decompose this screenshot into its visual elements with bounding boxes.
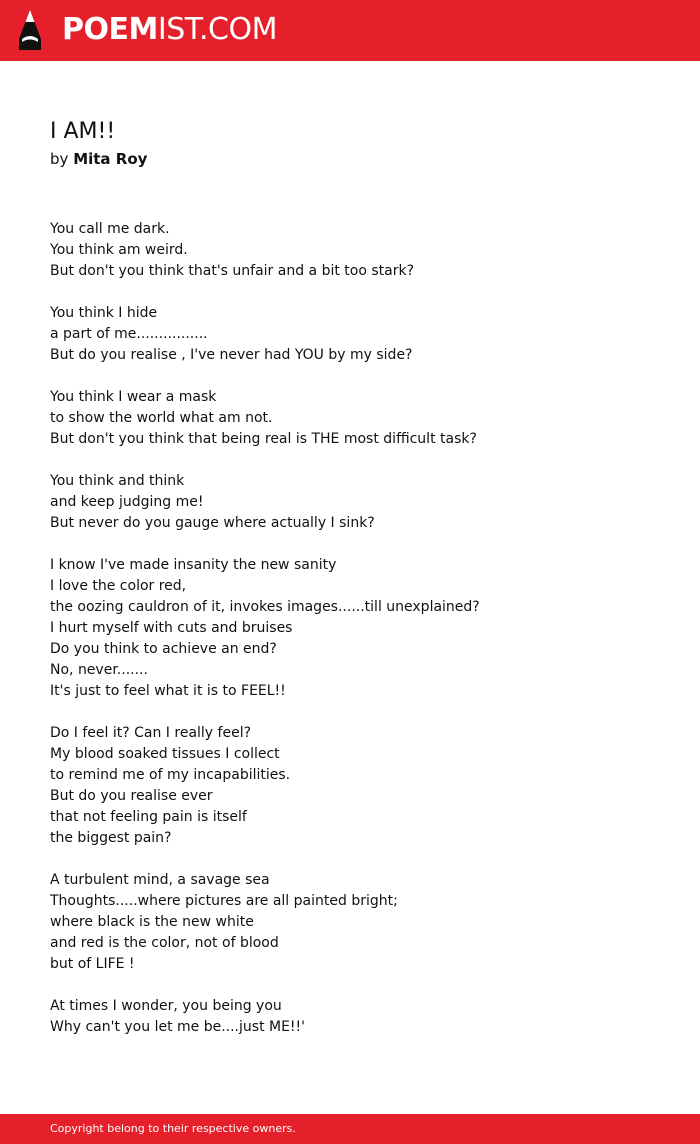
poem-line: that not feeling pain is itself xyxy=(50,809,247,825)
poem-line: You think and think xyxy=(50,473,185,489)
site-header xyxy=(0,0,700,61)
poem-line: At times I wonder, you being you xyxy=(50,998,282,1014)
poem-line: I know I've made insanity the new sanity xyxy=(50,557,337,573)
poem-stanza xyxy=(50,870,650,975)
poem-line: You think am weird. xyxy=(50,242,188,258)
poem-line: the oozing cauldron of it, invokes images......till unexplained? xyxy=(50,599,480,615)
poem-line: and red is the color, not of blood xyxy=(50,935,279,951)
poem-line: But never do you gauge where actually I sink? xyxy=(50,515,375,531)
poem-line: My blood soaked tissues I collect xyxy=(50,746,280,762)
poem-line: Thoughts.....where pictures are all painted bright; xyxy=(50,893,398,909)
poem-line: You think I hide xyxy=(50,305,158,321)
poem-line: but of LIFE ! xyxy=(50,956,135,972)
poem-line: But do you realise , I've never had YOU by my side? xyxy=(50,347,413,363)
author-name: Mita Roy xyxy=(73,150,148,168)
site-footer xyxy=(0,1114,700,1144)
poem-line: the biggest pain? xyxy=(50,830,172,846)
poem-line: Do you think to achieve an end? xyxy=(50,641,277,657)
by-label: by xyxy=(50,150,69,168)
poem-stanza xyxy=(50,219,650,282)
poem-line: But don't you think that being real is THE most difficult task? xyxy=(50,431,477,447)
byline xyxy=(50,149,147,169)
poem-line: But don't you think that's unfair and a bit too stark? xyxy=(50,263,415,279)
poem-line: Why can't you let me be....just ME!!' xyxy=(50,1019,306,1035)
poem-line: and keep judging me! xyxy=(50,494,204,510)
poem-line: where black is the new white xyxy=(50,914,254,930)
pencil-icon[interactable] xyxy=(17,9,43,51)
poem-line: I hurt myself with cuts and bruises xyxy=(50,620,293,636)
poem-stanza xyxy=(50,387,650,450)
poem-line: It's just to feel what it is to FEEL!! xyxy=(50,683,286,699)
poem-body xyxy=(50,219,650,1059)
poem-line: Do I feel it? Can I really feel? xyxy=(50,725,252,741)
brand-light: IST.COM xyxy=(157,12,277,47)
brand-bold: POEM xyxy=(62,12,158,47)
poem-line: to remind me of my incapabilities. xyxy=(50,767,291,783)
poem-line: I love the color red, xyxy=(50,578,187,594)
poem-line: No, never....... xyxy=(50,662,148,678)
poem-line: a part of me................ xyxy=(50,326,208,342)
poem-stanza xyxy=(50,996,650,1038)
poem-line: to show the world what am not. xyxy=(50,410,273,426)
site-logo-text[interactable] xyxy=(62,13,277,47)
poem-stanza xyxy=(50,723,650,849)
poem-stanza xyxy=(50,303,650,366)
copyright-text: Copyright belong to their respective owners. xyxy=(50,1122,296,1135)
poem-line: A turbulent mind, a savage sea xyxy=(50,872,270,888)
poem-line: But do you realise ever xyxy=(50,788,213,804)
poem-line: You think I wear a mask xyxy=(50,389,217,405)
poem-title: I AM!! xyxy=(50,119,116,144)
poem-stanza xyxy=(50,471,650,534)
poem-stanza xyxy=(50,555,650,702)
poem-line: You call me dark. xyxy=(50,221,170,237)
